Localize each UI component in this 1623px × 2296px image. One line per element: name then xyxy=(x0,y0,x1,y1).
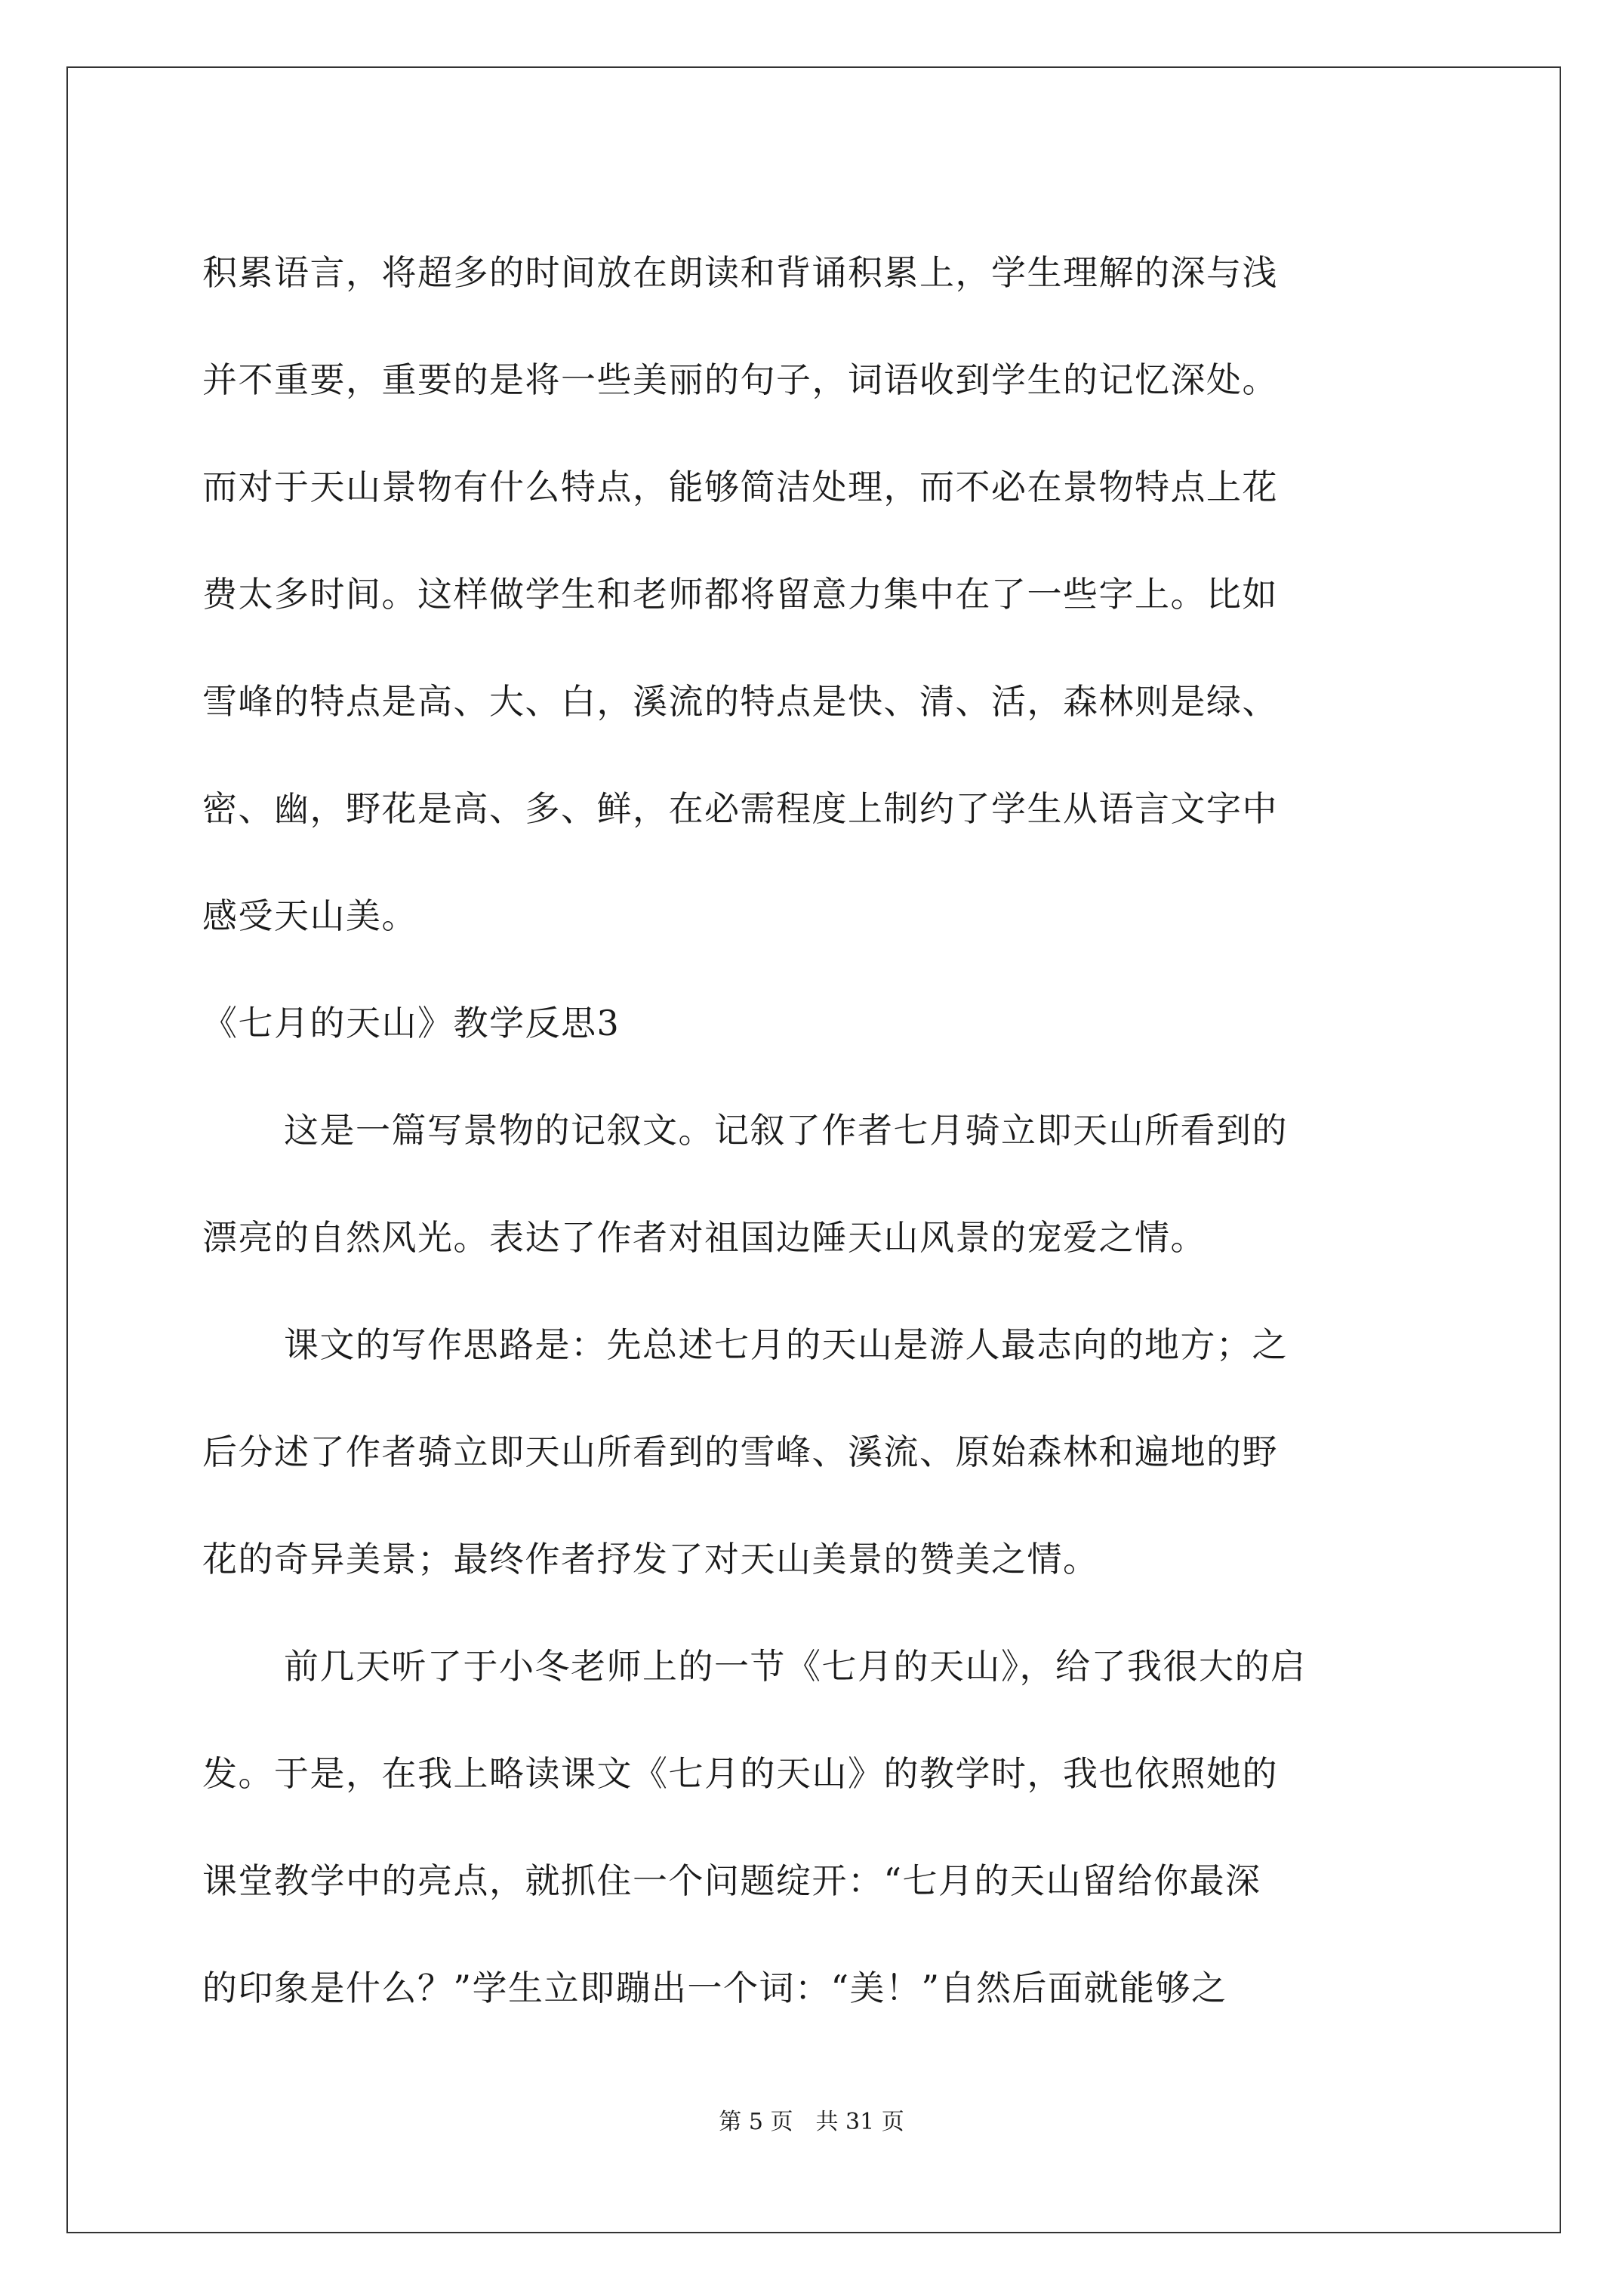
text-line: 后分述了作者骑立即天山所看到的雪峰、溪流、原始森林和遍地的野 xyxy=(202,1432,1278,1472)
paragraph xyxy=(202,1613,1440,2042)
paragraph xyxy=(202,1291,1440,1613)
text-line: 并不重要，重要的是将一些美丽的句子，词语收到学生的记忆深处。 xyxy=(202,359,1278,400)
text-line: 的印象是什么？”学生立即蹦出一个词：“美！”自然后面就能够之 xyxy=(202,1968,1227,2008)
text-line: 雪峰的特点是高、大、白，溪流的特点是快、清、活，森林则是绿、 xyxy=(202,681,1278,722)
text-line: 课文的写作思路是：先总述七月的天山是游人最志向的地方；之 xyxy=(284,1324,1288,1365)
text-line: 密、幽，野花是高、多、鲜，在必需程度上制约了学生从语言文字中 xyxy=(202,788,1278,829)
text-line: 课堂教学中的亮点，就抓住一个问题绽开：“七月的天山留给你最深 xyxy=(202,1860,1261,1901)
text-line: 漂亮的自然风光。表达了作者对祖国边陲天山风景的宠爱之情。 xyxy=(202,1217,1206,1258)
text-line: 发。于是，在我上略读课文《七月的天山》的教学时，我也依照她的 xyxy=(202,1753,1278,1794)
text-line: 而对于天山景物有什么特点，能够简洁处理，而不必在景物特点上花 xyxy=(202,467,1278,507)
section-heading xyxy=(202,969,1440,1077)
text-line: 感受天山美。 xyxy=(202,895,417,936)
text-line: 积累语言，将超多的时间放在朗读和背诵积累上，学生理解的深与浅 xyxy=(202,252,1278,293)
page-number: 第 5 页 共 31 页 xyxy=(719,2109,904,2135)
paragraph xyxy=(202,1077,1440,1291)
document-body xyxy=(202,219,1440,2042)
heading-text: 《七月的天山》教学反思3 xyxy=(202,1003,621,1043)
text-line: 花的奇异美景；最终作者抒发了对天山美景的赞美之情。 xyxy=(202,1539,1099,1579)
text-line: 费太多时间。这样做学生和老师都将留意力集中在了一些字上。比如 xyxy=(202,574,1278,615)
paragraph xyxy=(202,219,1440,969)
text-line: 前几天听了于小冬老师上的一节《七月的天山》，给了我很大的启 xyxy=(284,1646,1307,1687)
text-line: 这是一篇写景物的记叙文。记叙了作者七月骑立即天山所看到的 xyxy=(284,1110,1288,1151)
